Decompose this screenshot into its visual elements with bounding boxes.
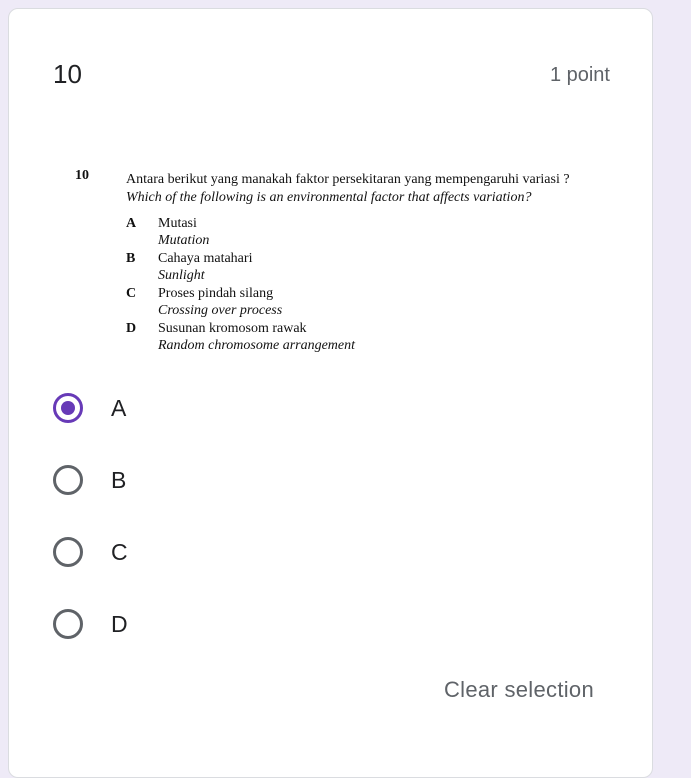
question-image <box>75 167 615 357</box>
image-question-number: 10 <box>75 168 89 183</box>
choice-c[interactable] <box>53 535 253 575</box>
image-option-letter: D <box>126 321 137 336</box>
choice-label: D <box>111 611 128 637</box>
radio-unselected-icon[interactable] <box>53 465 83 495</box>
question-stem-malay: Antara berikut yang manakah faktor persekitaran yang mempengaruhi variasi ? <box>126 172 570 187</box>
choice-a[interactable] <box>53 391 253 431</box>
choice-b[interactable] <box>53 463 253 503</box>
image-option-malay: Cahaya matahari <box>158 251 253 266</box>
choice-label: C <box>111 539 128 565</box>
image-option-english: Crossing over process <box>158 303 283 318</box>
radio-dot-icon <box>61 401 75 415</box>
question-points: 1 point <box>549 64 610 86</box>
image-option-english: Sunlight <box>158 268 205 283</box>
question-stem-english: Which of the following is an environmental factor that affects variation? <box>126 190 532 205</box>
image-option-malay: Susunan kromosom rawak <box>158 321 307 336</box>
image-option-letter: C <box>126 286 137 301</box>
radio-selected-icon[interactable] <box>53 393 83 423</box>
choice-label: B <box>111 467 127 493</box>
image-option-english: Mutation <box>158 233 210 248</box>
question-card <box>8 8 653 778</box>
image-option-malay: Mutasi <box>158 216 197 231</box>
image-option-malay: Proses pindah silang <box>158 286 274 301</box>
image-option-letter: A <box>126 216 137 231</box>
radio-unselected-icon[interactable] <box>53 609 83 639</box>
clear-selection-button[interactable]: Clear selection <box>443 677 594 702</box>
image-option-english: Random chromosome arrangement <box>158 338 356 353</box>
choice-label: A <box>111 395 127 421</box>
image-option-letter: B <box>126 251 136 266</box>
choice-d[interactable] <box>53 607 253 647</box>
question-number: 10 <box>53 59 82 89</box>
radio-unselected-icon[interactable] <box>53 537 83 567</box>
